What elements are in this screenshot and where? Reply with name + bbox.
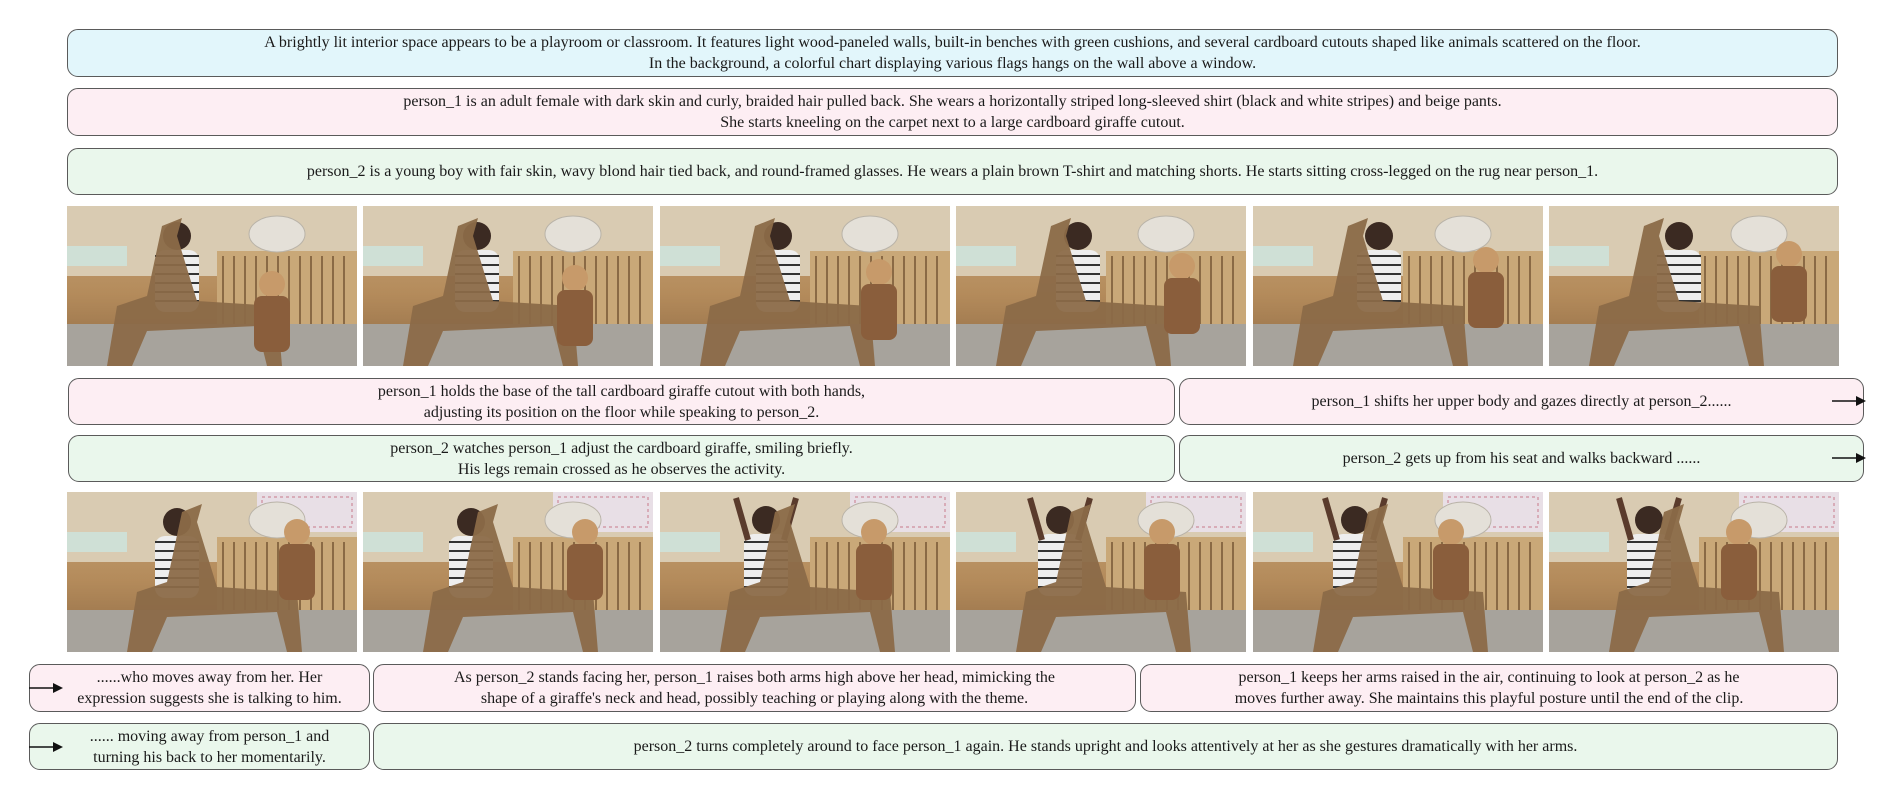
- person1-intro: [67, 88, 1838, 136]
- row2-person1-cont-line-2: expression suggests she is talking to him.: [77, 690, 342, 707]
- row2-person1-end-line-1: person_1 keeps her arms raised in the air, continuing to look at person_2 as he: [1238, 669, 1740, 686]
- row1-person1-line-1: person_1 holds the base of the tall cardboard giraffe cutout with both hands,: [377, 382, 866, 400]
- row1-person2-cont-line-1: person_2 gets up from his seat and walks backward ......: [1342, 450, 1701, 467]
- person2-intro: [67, 148, 1838, 195]
- row1-person1-caption: [68, 378, 1175, 425]
- scene-line-2: In the background, a colorful chart displaying various flags hangs on the wall above a window.: [648, 55, 1257, 72]
- row2-person2-arrow-icon: [29, 740, 63, 754]
- row1-person1-continuation: [1179, 378, 1864, 425]
- video-frame-1: [67, 206, 357, 366]
- row2-person2-line-1: person_2 turns completely around to face person_1 again. He stands upright and looks attentively at her as she gestures dramatically with her arms.: [633, 738, 1578, 755]
- person1-intro-line-1: person_1 is an adult female with dark skin and curly, braided hair pulled back. She wears a horizontally striped long-sleeved shirt (black and white stripes) and beige pants.: [403, 93, 1502, 110]
- row2-person2-continuation: [29, 723, 370, 770]
- row2-person2-caption: [373, 723, 1838, 770]
- row2-person1-end-line-2: moves further away. She maintains this playful posture until the end of the clip.: [1234, 690, 1744, 707]
- video-frame-8: [363, 492, 653, 652]
- row1-person1-cont-line-1: person_1 shifts her upper body and gazes directly at person_2......: [1311, 393, 1732, 410]
- person2-intro-line-1: person_2 is a young boy with fair skin, wavy blond hair tied back, and round-framed glasses. He wears a plain brown T-shirt and matching shorts. He starts sitting cross-legged on the rug near person_1.: [306, 163, 1599, 180]
- row2-person2-cont-line-1: ...... moving away from person_1 and: [89, 727, 330, 745]
- person1-intro-line-2: She starts kneeling on the carpet next to a large cardboard giraffe cutout.: [720, 114, 1185, 131]
- row2-person1-caption-end: [1140, 664, 1838, 712]
- row2-person1-mid-line-2: shape of a giraffe's neck and head, possibly teaching or playing along with the theme.: [480, 690, 1029, 707]
- scene-description: [67, 29, 1838, 77]
- row1-person1-arrow-icon: [1832, 394, 1866, 408]
- row2-person1-caption-mid: [373, 664, 1136, 712]
- row1-person2-continuation: [1179, 435, 1864, 482]
- row2-person1-cont-line-1: ......who moves away from her. Her: [96, 669, 323, 686]
- row2-person1-mid-line-1: As person_2 stands facing her, person_1 raises both arms high above her head, mimicking the: [454, 669, 1055, 686]
- video-frame-10: [956, 492, 1246, 652]
- video-frame-5: [1253, 206, 1543, 366]
- scene-line-1: A brightly lit interior space appears to be a playroom or classroom. It features light wood-paneled walls, built-in benches with green cushions, and several cardboard cutouts shaped like animals scattered on the floor.: [264, 34, 1641, 51]
- row2-person1-continuation: [29, 664, 370, 712]
- row1-person2-line-2: His legs remain crossed as he observes the activity.: [457, 460, 786, 478]
- row2-person1-arrow-icon: [29, 681, 63, 695]
- video-frame-2: [363, 206, 653, 366]
- row1-person2-line-1: person_2 watches person_1 adjust the cardboard giraffe, smiling briefly.: [390, 439, 853, 457]
- video-frame-7: [67, 492, 357, 652]
- video-frame-6: [1549, 206, 1839, 366]
- row1-person2-caption: [68, 435, 1175, 482]
- video-frame-11: [1253, 492, 1543, 652]
- video-frame-3: [660, 206, 950, 366]
- row1-person2-arrow-icon: [1832, 451, 1866, 465]
- row2-person2-cont-line-2: turning his back to her momentarily.: [93, 748, 326, 766]
- video-frame-12: [1549, 492, 1839, 652]
- video-frame-9: [660, 492, 950, 652]
- row1-person1-line-2: adjusting its position on the floor while speaking to person_2.: [423, 403, 820, 421]
- video-frame-4: [956, 206, 1246, 366]
